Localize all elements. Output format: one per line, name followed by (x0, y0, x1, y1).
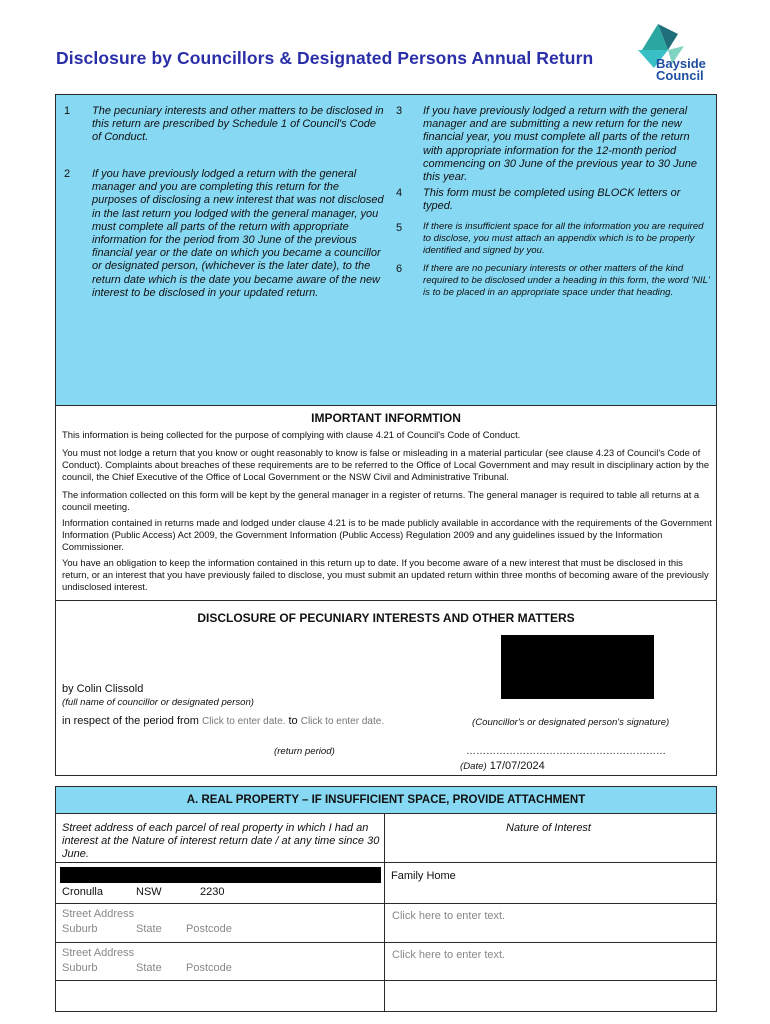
signature-caption: (Councillor's or designated person's signature) (472, 717, 670, 728)
instruction-text: The pecuniary interests and other matters to be disclosed in this return are prescribed by Schedule 1 of Council's Code of Conduct. (92, 105, 384, 144)
date-caption: (Date) (460, 761, 487, 772)
postcode-field[interactable]: Postcode (186, 923, 232, 935)
instruction-text: This form must be completed using BLOCK letters or typed. (423, 187, 681, 213)
period-to-word: to (288, 715, 298, 727)
section-a-heading: A. REAL PROPERTY – IF INSUFFICIENT SPACE, PROVIDE ATTACHMENT (56, 787, 716, 814)
row-divider (56, 903, 716, 904)
row-divider (56, 942, 716, 943)
instruction-text: If you have previously lodged a return with the general manager and are submitting a new return for the new financial year, you must complete all parts of the return with appropriate information for the 12-month period commencing on 30 June of the previous year to 30 June this year. (423, 105, 697, 184)
instruction-text: If you have previously lodged a return with the general manager and you are completing this return for the purposes of disclosing a new interest that was not disclosed in the last return you lodged with the general manager, you must complete all parts of the return with appropriate information for the period from 30 June of the previous financial year or the date on which you became a councillor or designated person, (whichever is the later date), to the return date which is the date you became aware of the new interest to be disclosed in your updated return. (92, 168, 384, 299)
state-field[interactable]: State (136, 962, 162, 974)
return-period-caption: (return period) (274, 746, 335, 757)
nature-of-interest-value[interactable]: Family Home (391, 870, 456, 882)
nature-of-interest-field[interactable]: Click here to enter text. (392, 910, 506, 922)
date-line (460, 760, 545, 772)
logo-line-1: Bayside (656, 56, 706, 71)
left-column-header: Street address of each parcel of real property in which I had an interest at the Nature of interest return date / at any time since 30 June. (62, 822, 380, 860)
state-field[interactable]: State (136, 923, 162, 935)
instruction-number: 1 (64, 105, 71, 117)
street-address-field[interactable]: Street Address (62, 947, 135, 959)
row-divider (56, 980, 716, 981)
street-address-field[interactable]: Street Address (62, 908, 135, 920)
column-divider (384, 814, 385, 1012)
nature-of-interest-field[interactable]: Click here to enter text. (392, 949, 506, 961)
instruction-number: 4 (396, 187, 403, 199)
logo-line-2: Council (656, 68, 704, 83)
suburb-field[interactable]: Suburb (62, 923, 98, 935)
important-paragraph: You have an obligation to keep the information contained in this return up to date. If you become aware of a new interest that must be disclosed in this return, or an interest that you have previously failed to disclose, you must submit an updated return within three months of becoming aware of the previously undisclosed interest. (62, 557, 709, 592)
right-column-header: Nature of Interest (506, 822, 591, 834)
date-dots: …………………………………………………… (466, 746, 666, 757)
instruction-number: 6 (396, 263, 403, 275)
important-title: IMPORTANT INFORMTION (311, 411, 461, 425)
instruction-number: 2 (64, 168, 71, 180)
name-caption: (full name of councillor or designated person) (62, 697, 254, 708)
instruction-text: If there are no pecuniary interests or other matters of the kind required to be disclosed under a heading in this form, the word 'NIL' is to be placed in an appropriate space under that heading. (423, 263, 710, 299)
row-divider (56, 862, 716, 863)
instruction-number: 3 (396, 105, 403, 117)
logo-text (656, 58, 706, 82)
period-prefix: in respect of the period from (62, 715, 199, 727)
postcode-field[interactable]: Postcode (186, 962, 232, 974)
instruction-number: 5 (396, 222, 403, 234)
state-value[interactable]: NSW (136, 886, 162, 898)
period-to-field[interactable]: Click to enter date. (300, 716, 385, 727)
suburb-field[interactable]: Suburb (62, 962, 98, 974)
important-paragraph: This information is being collected for the purpose of complying with clause 4.21 of Council's Code of Conduct. (62, 429, 521, 440)
important-paragraph: The information collected on this form will be kept by the general manager in a register of returns. The general manager is required to table all returns at a council meeting. (62, 489, 700, 512)
important-information-box (55, 405, 717, 601)
page-title: Disclosure by Councillors & Designated Persons Annual Return (56, 48, 594, 68)
suburb-value[interactable]: Cronulla (62, 886, 103, 898)
instructions-box (55, 94, 717, 406)
period-from-field[interactable]: Click to enter date. (202, 716, 286, 727)
period-line (62, 715, 384, 727)
councillor-name: by Colin Clissold (62, 683, 144, 695)
important-paragraph: Information contained in returns made and lodged under clause 4.21 is to be made publicly available in accordance with the requirements of the Government Information (Public Access) Act 2009, the Government Information (Public Access) Regulation 2009 and any guidelines issued by the Information Commissioner. (62, 517, 712, 552)
instruction-text: If there is insufficient space for all the information you are required to disclose, you must attach an appendix which is to be properly identified and signed by you. (423, 221, 704, 257)
disclosure-section (55, 600, 717, 776)
postcode-value[interactable]: 2230 (200, 886, 225, 898)
date-value[interactable]: 17/07/2024 (489, 760, 545, 772)
disclosure-title: DISCLOSURE OF PECUNIARY INTERESTS AND OTHER MATTERS (197, 611, 575, 625)
redacted-street-address (60, 867, 381, 883)
important-paragraph: You must not lodge a return that you know or ought reasonably to know is false or misleading in a material particular (see clause 4.23 of Council's Code of Conduct). Complaints about breaches of these requirements are to be referred to the Office of Local Government and may result in disciplinary action by the council, the Chief Executive of the Office of Local Government or the NSW Civil and Administrative Tribunal. (62, 447, 710, 482)
real-property-section (55, 786, 717, 1012)
redacted-signature (501, 635, 654, 699)
